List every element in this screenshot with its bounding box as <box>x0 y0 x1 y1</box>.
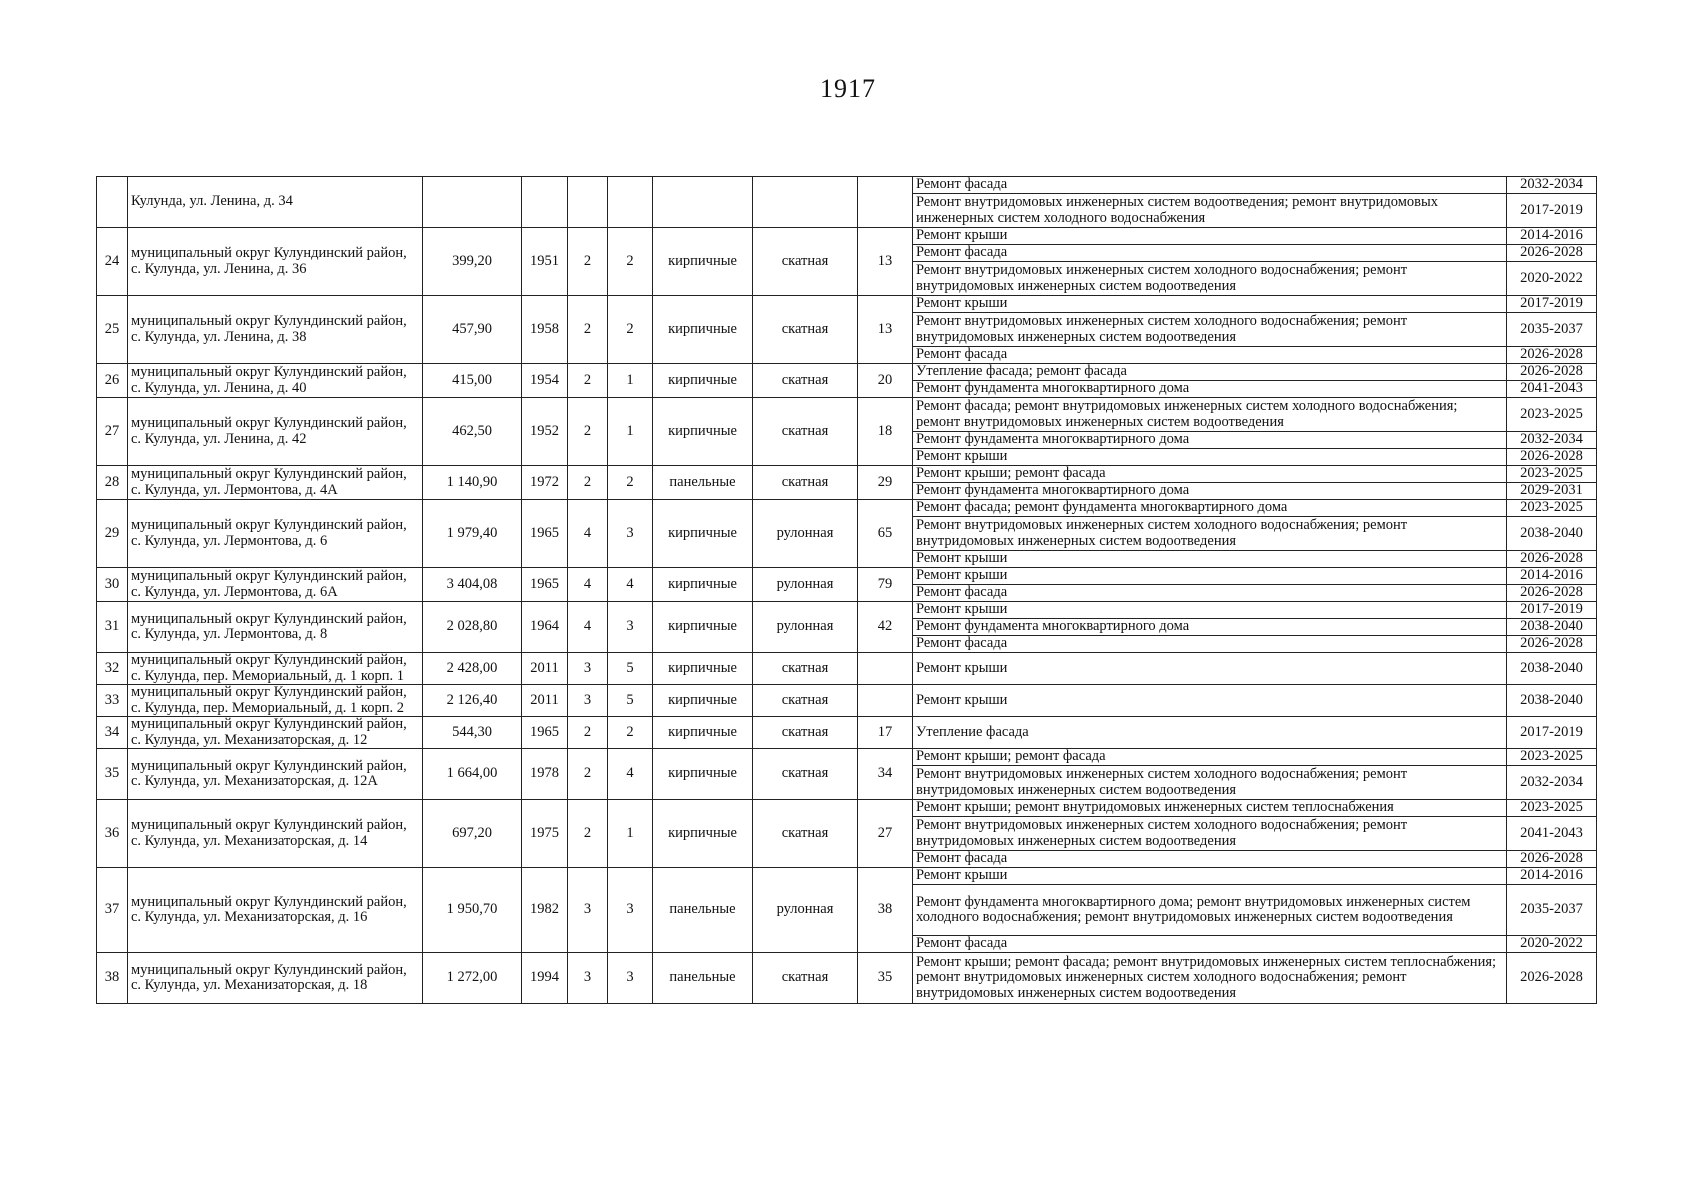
work-type-cell: Ремонт крыши <box>913 685 1507 717</box>
area-cell: 1 950,70 <box>423 868 522 953</box>
roof-type-cell: рулонная <box>753 602 858 653</box>
work-type-cell: Ремонт фасада; ремонт фундамента многоквартирного дома <box>913 500 1507 517</box>
work-type-cell: Ремонт фундамента многоквартирного дома <box>913 381 1507 398</box>
planned-years-cell: 2026-2028 <box>1507 851 1597 868</box>
planned-years-cell: 2041-2043 <box>1507 381 1597 398</box>
year-built-cell: 1994 <box>522 953 568 1004</box>
floors-cell: 3 <box>568 953 608 1004</box>
apartments-cell: 13 <box>858 228 913 296</box>
apartments-cell: 79 <box>858 568 913 602</box>
entrances-cell: 5 <box>608 653 653 685</box>
floors-cell: 2 <box>568 398 608 466</box>
row-number: 27 <box>97 398 128 466</box>
work-type-cell: Ремонт фасада <box>913 177 1507 194</box>
work-type-cell: Ремонт фундамента многоквартирного дома <box>913 619 1507 636</box>
planned-years-cell: 2014-2016 <box>1507 568 1597 585</box>
apartments-cell <box>858 177 913 228</box>
area-cell: 2 428,00 <box>423 653 522 685</box>
apartments-cell <box>858 685 913 717</box>
work-type-cell: Ремонт крыши; ремонт фасада; ремонт внутридомовых инженерных систем теплоснабжения; ремонт внутридомовых инженерных систем холодного водоснабжения; ремонт внутридомовых инженерных систем водоотведения <box>913 953 1507 1004</box>
work-type-cell: Ремонт фундамента многоквартирного дома <box>913 432 1507 449</box>
work-type-cell: Ремонт фасада <box>913 851 1507 868</box>
planned-years-cell: 2026-2028 <box>1507 953 1597 1004</box>
entrances-cell: 3 <box>608 953 653 1004</box>
planned-years-cell: 2017-2019 <box>1507 194 1597 228</box>
work-type-cell: Ремонт внутридомовых инженерных систем холодного водоснабжения; ремонт внутридомовых инженерных систем водоотведения <box>913 517 1507 551</box>
work-type-cell: Ремонт фасада <box>913 936 1507 953</box>
work-type-cell: Утепление фасада <box>913 717 1507 749</box>
entrances-cell: 2 <box>608 296 653 364</box>
planned-years-cell: 2026-2028 <box>1507 347 1597 364</box>
table-row <box>97 500 1597 517</box>
address-cell: муниципальный округ Кулундинский район, с. Кулунда, пер. Мемориальный, д. 1 корп. 1 <box>128 653 423 685</box>
area-cell: 3 404,08 <box>423 568 522 602</box>
floors-cell: 2 <box>568 717 608 749</box>
apartments-cell <box>858 653 913 685</box>
roof-type-cell: рулонная <box>753 568 858 602</box>
wall-material-cell: кирпичные <box>653 500 753 568</box>
roof-type-cell: скатная <box>753 364 858 398</box>
address-cell: муниципальный округ Кулундинский район, с. Кулунда, ул. Ленина, д. 36 <box>128 228 423 296</box>
entrances-cell: 2 <box>608 466 653 500</box>
table-row <box>97 717 1597 749</box>
table-row <box>97 568 1597 585</box>
year-built-cell <box>522 177 568 228</box>
row-number: 34 <box>97 717 128 749</box>
floors-cell: 2 <box>568 749 608 800</box>
planned-years-cell: 2026-2028 <box>1507 449 1597 466</box>
wall-material-cell: кирпичные <box>653 296 753 364</box>
apartments-cell: 65 <box>858 500 913 568</box>
address-cell: муниципальный округ Кулундинский район, с. Кулунда, ул. Ленина, д. 40 <box>128 364 423 398</box>
year-built-cell: 1965 <box>522 568 568 602</box>
work-type-cell: Ремонт крыши <box>913 551 1507 568</box>
table-row <box>97 364 1597 381</box>
roof-type-cell: скатная <box>753 653 858 685</box>
work-type-cell: Ремонт внутридомовых инженерных систем водоотведения; ремонт внутридомовых инженерных систем холодного водоснабжения <box>913 194 1507 228</box>
planned-years-cell: 2023-2025 <box>1507 800 1597 817</box>
address-cell: муниципальный округ Кулундинский район, с. Кулунда, ул. Ленина, д. 38 <box>128 296 423 364</box>
planned-years-cell: 2017-2019 <box>1507 296 1597 313</box>
roof-type-cell: скатная <box>753 800 858 868</box>
planned-years-cell: 2023-2025 <box>1507 466 1597 483</box>
roof-type-cell: скатная <box>753 749 858 800</box>
row-number: 35 <box>97 749 128 800</box>
entrances-cell: 3 <box>608 868 653 953</box>
table-row <box>97 653 1597 685</box>
roof-type-cell: скатная <box>753 466 858 500</box>
area-cell: 1 140,90 <box>423 466 522 500</box>
row-number: 33 <box>97 685 128 717</box>
year-built-cell: 1952 <box>522 398 568 466</box>
area-cell: 457,90 <box>423 296 522 364</box>
area-cell: 544,30 <box>423 717 522 749</box>
planned-years-cell: 2023-2025 <box>1507 500 1597 517</box>
planned-years-cell: 2032-2034 <box>1507 177 1597 194</box>
work-type-cell: Ремонт крыши; ремонт фасада <box>913 466 1507 483</box>
wall-material-cell: кирпичные <box>653 228 753 296</box>
planned-years-cell: 2032-2034 <box>1507 766 1597 800</box>
roof-type-cell: скатная <box>753 717 858 749</box>
row-number: 36 <box>97 800 128 868</box>
work-type-cell: Ремонт крыши <box>913 868 1507 885</box>
roof-type-cell: скатная <box>753 228 858 296</box>
floors-cell: 2 <box>568 800 608 868</box>
planned-years-cell: 2032-2034 <box>1507 432 1597 449</box>
address-cell: муниципальный округ Кулундинский район, с. Кулунда, ул. Механизаторская, д. 12 <box>128 717 423 749</box>
year-built-cell: 1958 <box>522 296 568 364</box>
table-row <box>97 953 1597 1004</box>
entrances-cell: 5 <box>608 685 653 717</box>
table-row <box>97 800 1597 817</box>
floors-cell: 2 <box>568 228 608 296</box>
apartments-cell: 17 <box>858 717 913 749</box>
row-number: 24 <box>97 228 128 296</box>
wall-material-cell: кирпичные <box>653 749 753 800</box>
address-cell: муниципальный округ Кулундинский район, с. Кулунда, ул. Лермонтова, д. 4А <box>128 466 423 500</box>
table-row <box>97 466 1597 483</box>
planned-years-cell: 2038-2040 <box>1507 685 1597 717</box>
work-type-cell: Ремонт фасада; ремонт внутридомовых инженерных систем холодного водоснабжения; ремонт внутридомовых инженерных систем водоотведения <box>913 398 1507 432</box>
wall-material-cell: кирпичные <box>653 364 753 398</box>
row-number: 32 <box>97 653 128 685</box>
area-cell: 415,00 <box>423 364 522 398</box>
planned-years-cell: 2035-2037 <box>1507 313 1597 347</box>
planned-years-cell: 2026-2028 <box>1507 551 1597 568</box>
entrances-cell: 1 <box>608 364 653 398</box>
row-number: 28 <box>97 466 128 500</box>
address-cell: муниципальный округ Кулундинский район, с. Кулунда, ул. Механизаторская, д. 18 <box>128 953 423 1004</box>
wall-material-cell: кирпичные <box>653 653 753 685</box>
floors-cell: 4 <box>568 568 608 602</box>
row-number: 29 <box>97 500 128 568</box>
floors-cell: 3 <box>568 685 608 717</box>
entrances-cell: 1 <box>608 398 653 466</box>
planned-years-cell: 2026-2028 <box>1507 636 1597 653</box>
address-cell: Кулунда, ул. Ленина, д. 34 <box>128 177 423 228</box>
area-cell: 462,50 <box>423 398 522 466</box>
apartments-cell: 13 <box>858 296 913 364</box>
work-type-cell: Утепление фасада; ремонт фасада <box>913 364 1507 381</box>
planned-years-cell: 2041-2043 <box>1507 817 1597 851</box>
entrances-cell <box>608 177 653 228</box>
table-body <box>97 177 1597 1004</box>
planned-years-cell: 2029-2031 <box>1507 483 1597 500</box>
work-type-cell: Ремонт крыши; ремонт фасада <box>913 749 1507 766</box>
wall-material-cell: панельные <box>653 868 753 953</box>
area-cell: 697,20 <box>423 800 522 868</box>
wall-material-cell: кирпичные <box>653 602 753 653</box>
work-type-cell: Ремонт фасада <box>913 636 1507 653</box>
repair-schedule-table <box>96 176 1597 1004</box>
planned-years-cell: 2020-2022 <box>1507 262 1597 296</box>
roof-type-cell <box>753 177 858 228</box>
work-type-cell: Ремонт крыши <box>913 653 1507 685</box>
entrances-cell: 4 <box>608 568 653 602</box>
work-type-cell: Ремонт фасада <box>913 347 1507 364</box>
planned-years-cell: 2023-2025 <box>1507 398 1597 432</box>
area-cell: 2 028,80 <box>423 602 522 653</box>
floors-cell: 3 <box>568 653 608 685</box>
work-type-cell: Ремонт фундамента многоквартирного дома <box>913 483 1507 500</box>
apartments-cell: 42 <box>858 602 913 653</box>
entrances-cell: 1 <box>608 800 653 868</box>
planned-years-cell: 2026-2028 <box>1507 245 1597 262</box>
planned-years-cell: 2026-2028 <box>1507 585 1597 602</box>
floors-cell: 2 <box>568 364 608 398</box>
year-built-cell: 1982 <box>522 868 568 953</box>
floors-cell <box>568 177 608 228</box>
apartments-cell: 29 <box>858 466 913 500</box>
table-row <box>97 749 1597 766</box>
apartments-cell: 35 <box>858 953 913 1004</box>
floors-cell: 2 <box>568 466 608 500</box>
wall-material-cell: кирпичные <box>653 398 753 466</box>
area-cell <box>423 177 522 228</box>
wall-material-cell <box>653 177 753 228</box>
row-number: 25 <box>97 296 128 364</box>
table-row <box>97 177 1597 194</box>
roof-type-cell: рулонная <box>753 868 858 953</box>
address-cell: муниципальный округ Кулундинский район, с. Кулунда, ул. Лермонтова, д. 6 <box>128 500 423 568</box>
roof-type-cell: скатная <box>753 953 858 1004</box>
work-type-cell: Ремонт фасада <box>913 585 1507 602</box>
work-type-cell: Ремонт внутридомовых инженерных систем холодного водоснабжения; ремонт внутридомовых инженерных систем водоотведения <box>913 766 1507 800</box>
roof-type-cell: скатная <box>753 685 858 717</box>
planned-years-cell: 2035-2037 <box>1507 885 1597 936</box>
work-type-cell: Ремонт крыши; ремонт внутридомовых инженерных систем теплоснабжения <box>913 800 1507 817</box>
year-built-cell: 2011 <box>522 685 568 717</box>
entrances-cell: 3 <box>608 500 653 568</box>
floors-cell: 4 <box>568 500 608 568</box>
work-type-cell: Ремонт внутридомовых инженерных систем холодного водоснабжения; ремонт внутридомовых инженерных систем водоотведения <box>913 262 1507 296</box>
planned-years-cell: 2026-2028 <box>1507 364 1597 381</box>
wall-material-cell: кирпичные <box>653 568 753 602</box>
wall-material-cell: кирпичные <box>653 717 753 749</box>
year-built-cell: 1954 <box>522 364 568 398</box>
work-type-cell: Ремонт крыши <box>913 228 1507 245</box>
row-number: 38 <box>97 953 128 1004</box>
year-built-cell: 1964 <box>522 602 568 653</box>
apartments-cell: 27 <box>858 800 913 868</box>
area-cell: 1 979,40 <box>423 500 522 568</box>
apartments-cell: 34 <box>858 749 913 800</box>
year-built-cell: 1965 <box>522 717 568 749</box>
planned-years-cell: 2020-2022 <box>1507 936 1597 953</box>
work-type-cell: Ремонт крыши <box>913 296 1507 313</box>
wall-material-cell: кирпичные <box>653 800 753 868</box>
entrances-cell: 2 <box>608 228 653 296</box>
entrances-cell: 3 <box>608 602 653 653</box>
planned-years-cell: 2017-2019 <box>1507 717 1597 749</box>
row-number <box>97 177 128 228</box>
planned-years-cell: 2038-2040 <box>1507 619 1597 636</box>
year-built-cell: 1965 <box>522 500 568 568</box>
wall-material-cell: панельные <box>653 466 753 500</box>
work-type-cell: Ремонт крыши <box>913 568 1507 585</box>
work-type-cell: Ремонт внутридомовых инженерных систем холодного водоснабжения; ремонт внутридомовых инженерных систем водоотведения <box>913 817 1507 851</box>
roof-type-cell: скатная <box>753 296 858 364</box>
work-type-cell: Ремонт крыши <box>913 602 1507 619</box>
row-number: 30 <box>97 568 128 602</box>
address-cell: муниципальный округ Кулундинский район, с. Кулунда, ул. Лермонтова, д. 8 <box>128 602 423 653</box>
address-cell: муниципальный округ Кулундинский район, с. Кулунда, ул. Механизаторская, д. 12А <box>128 749 423 800</box>
planned-years-cell: 2023-2025 <box>1507 749 1597 766</box>
area-cell: 2 126,40 <box>423 685 522 717</box>
address-cell: муниципальный округ Кулундинский район, с. Кулунда, ул. Лермонтова, д. 6А <box>128 568 423 602</box>
floors-cell: 4 <box>568 602 608 653</box>
area-cell: 1 664,00 <box>423 749 522 800</box>
year-built-cell: 2011 <box>522 653 568 685</box>
area-cell: 1 272,00 <box>423 953 522 1004</box>
planned-years-cell: 2014-2016 <box>1507 868 1597 885</box>
apartments-cell: 18 <box>858 398 913 466</box>
row-number: 37 <box>97 868 128 953</box>
page-number: 1917 <box>820 74 876 103</box>
entrances-cell: 2 <box>608 717 653 749</box>
wall-material-cell: кирпичные <box>653 685 753 717</box>
year-built-cell: 1951 <box>522 228 568 296</box>
floors-cell: 3 <box>568 868 608 953</box>
year-built-cell: 1978 <box>522 749 568 800</box>
table-row <box>97 296 1597 313</box>
table-row <box>97 868 1597 885</box>
entrances-cell: 4 <box>608 749 653 800</box>
planned-years-cell: 2014-2016 <box>1507 228 1597 245</box>
address-cell: муниципальный округ Кулундинский район, с. Кулунда, ул. Механизаторская, д. 16 <box>128 868 423 953</box>
area-cell: 399,20 <box>423 228 522 296</box>
address-cell: муниципальный округ Кулундинский район, с. Кулунда, ул. Ленина, д. 42 <box>128 398 423 466</box>
planned-years-cell: 2038-2040 <box>1507 653 1597 685</box>
apartments-cell: 20 <box>858 364 913 398</box>
table-row <box>97 228 1597 245</box>
planned-years-cell: 2017-2019 <box>1507 602 1597 619</box>
table-row <box>97 398 1597 432</box>
roof-type-cell: скатная <box>753 398 858 466</box>
planned-years-cell: 2038-2040 <box>1507 517 1597 551</box>
wall-material-cell: панельные <box>653 953 753 1004</box>
table-row <box>97 685 1597 717</box>
row-number: 31 <box>97 602 128 653</box>
roof-type-cell: рулонная <box>753 500 858 568</box>
work-type-cell: Ремонт внутридомовых инженерных систем холодного водоснабжения; ремонт внутридомовых инженерных систем водоотведения <box>913 313 1507 347</box>
work-type-cell: Ремонт фасада <box>913 245 1507 262</box>
row-number: 26 <box>97 364 128 398</box>
address-cell: муниципальный округ Кулундинский район, с. Кулунда, пер. Мемориальный, д. 1 корп. 2 <box>128 685 423 717</box>
address-cell: муниципальный округ Кулундинский район, с. Кулунда, ул. Механизаторская, д. 14 <box>128 800 423 868</box>
table-row <box>97 602 1597 619</box>
apartments-cell: 38 <box>858 868 913 953</box>
floors-cell: 2 <box>568 296 608 364</box>
work-type-cell: Ремонт крыши <box>913 449 1507 466</box>
work-type-cell: Ремонт фундамента многоквартирного дома; ремонт внутридомовых инженерных систем холодного водоснабжения; ремонт внутридомовых инженерных систем водоотведения <box>913 885 1507 936</box>
year-built-cell: 1975 <box>522 800 568 868</box>
year-built-cell: 1972 <box>522 466 568 500</box>
